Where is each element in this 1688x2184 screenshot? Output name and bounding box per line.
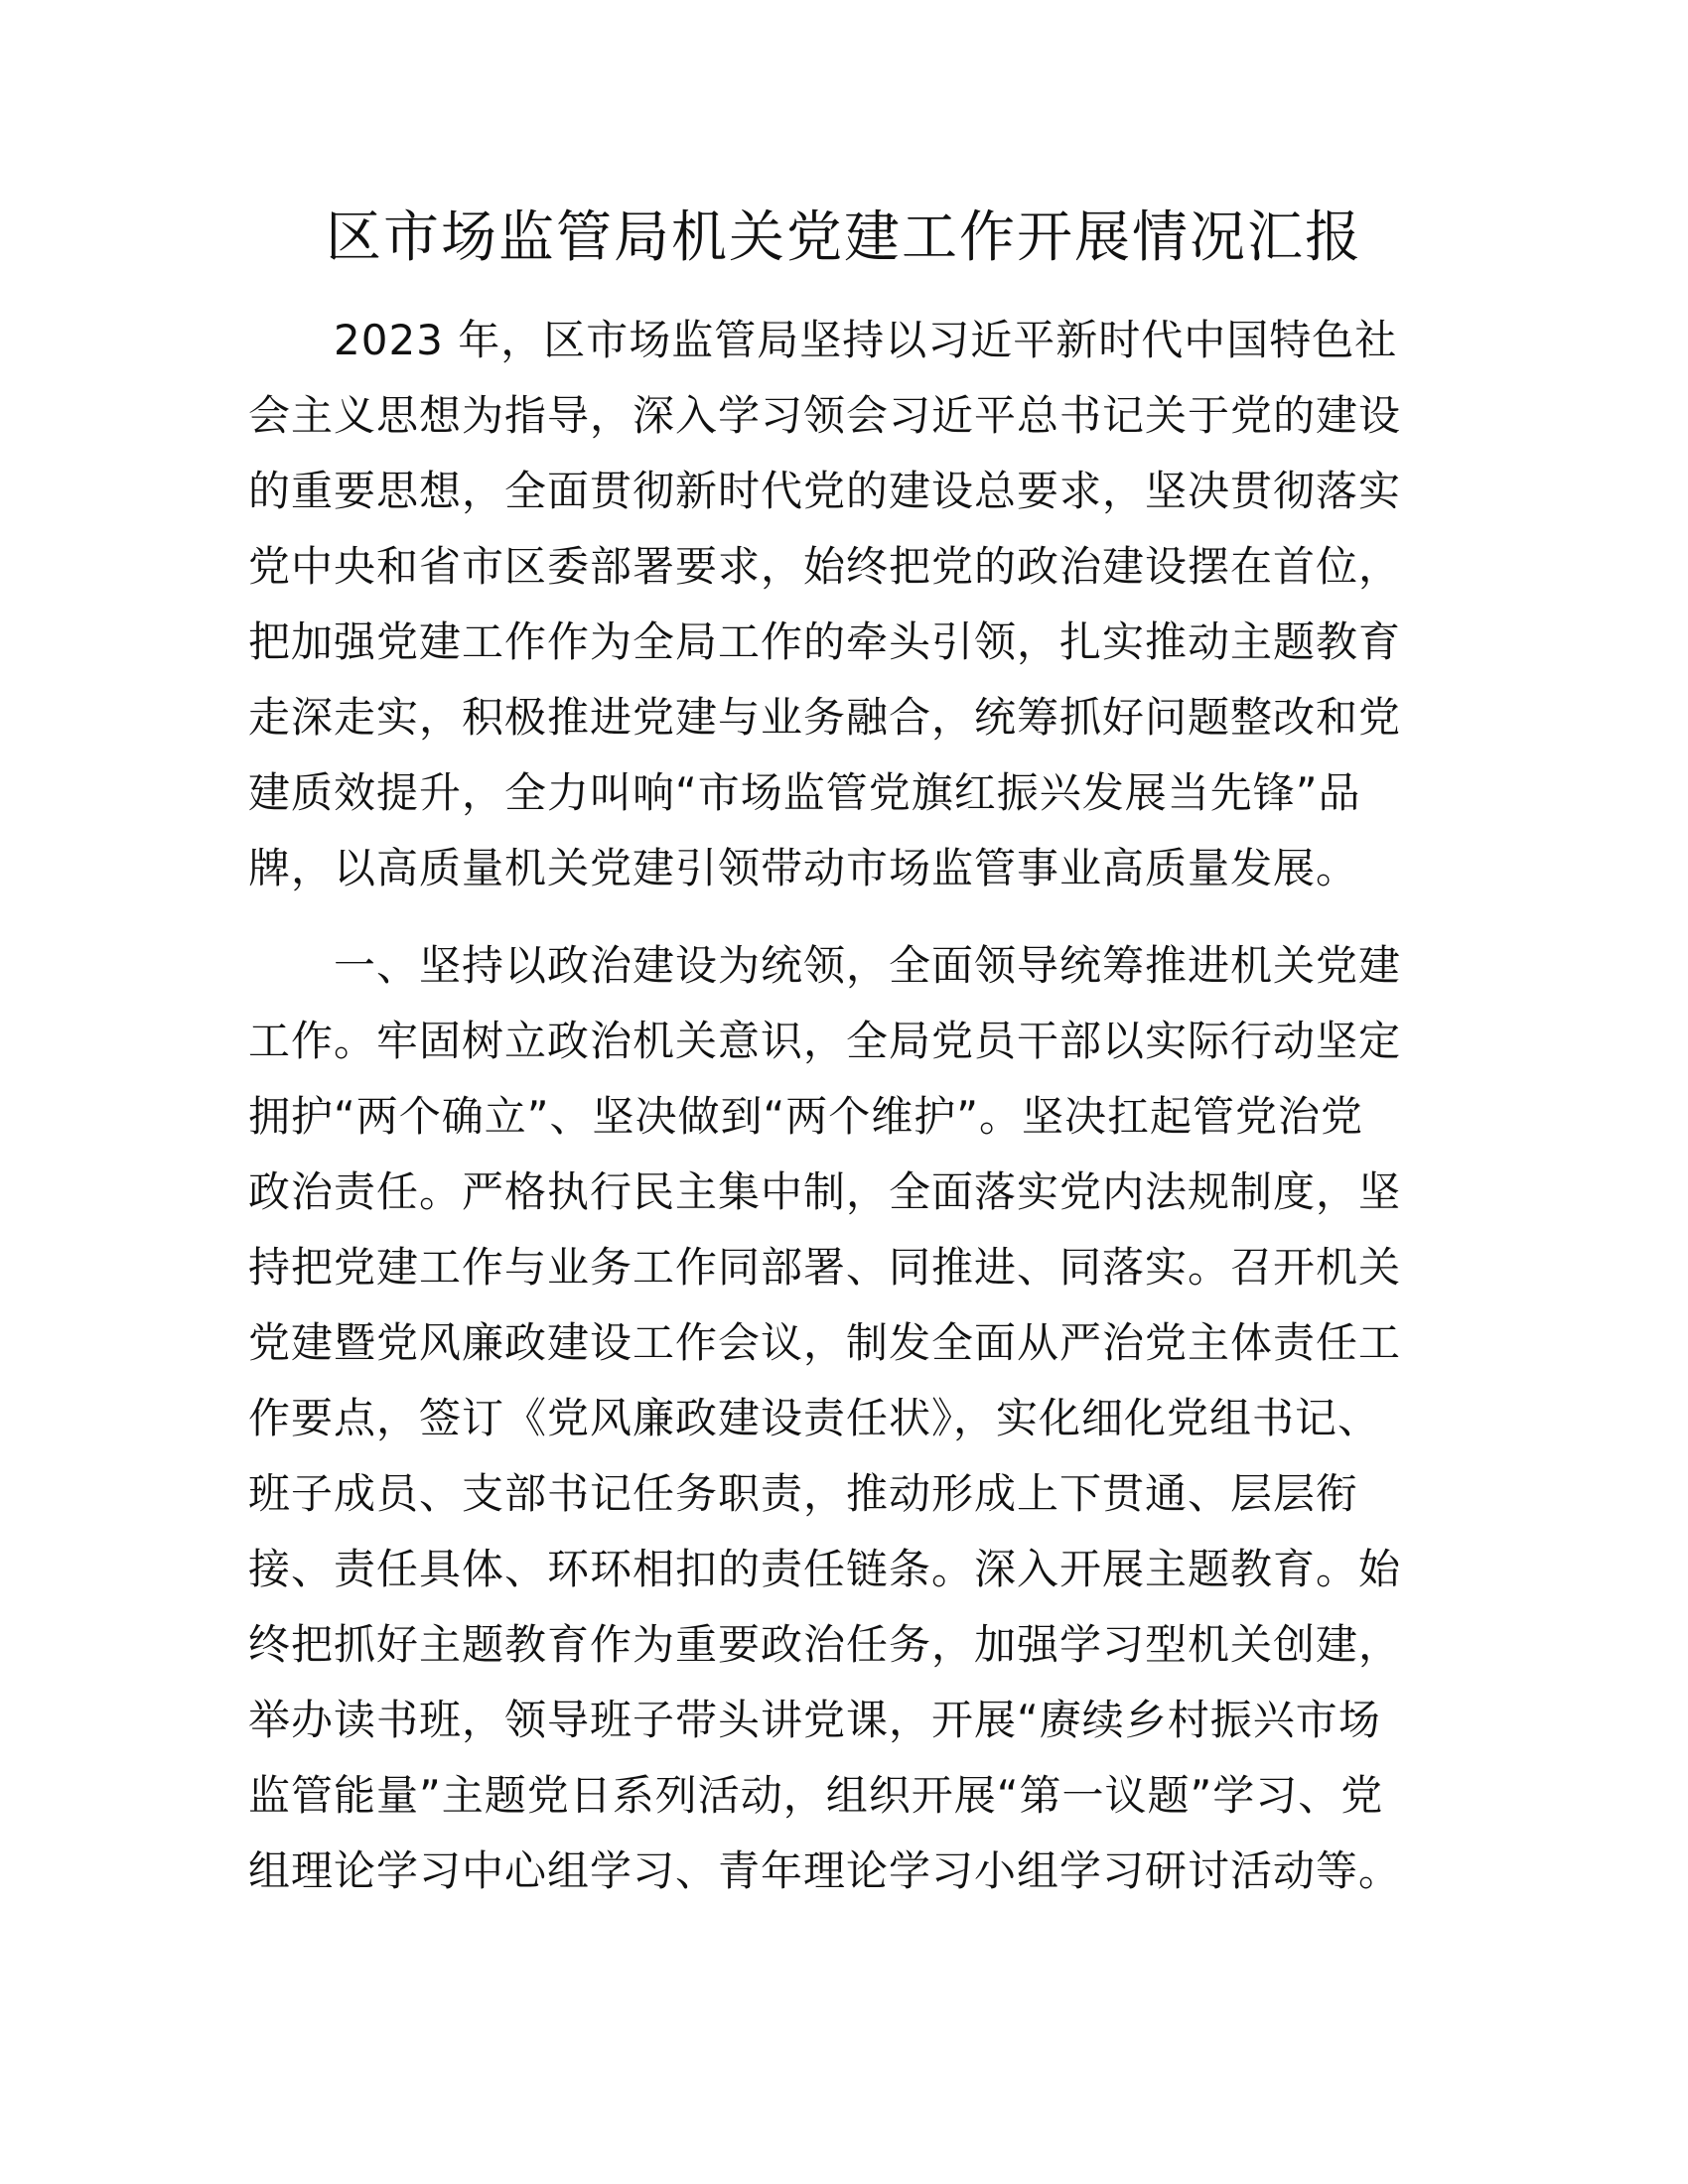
text-line: 一、坚持以政治建设为统领，全面领导统筹推进机关党建	[248, 941, 1402, 990]
paragraph-intro	[248, 303, 1440, 906]
text-line: 党中央和省市区委部署要求，始终把党的政治建设摆在首位，	[248, 542, 1402, 591]
text-line: 牌，以高质量机关党建引领带动市场监管事业高质量发展。	[248, 844, 1359, 892]
text-line: 把加强党建工作作为全局工作的牵头引领，扎实推动主题教育	[248, 617, 1402, 666]
text-line: 的重要思想，全面贯彻新时代党的建设总要求，坚决贯彻落实	[248, 467, 1402, 515]
text-line: 接、责任具体、环环相扣的责任链条。深入开展主题教育。始	[248, 1545, 1402, 1593]
text-line: 走深走实，积极推进党建与业务融合，统筹抓好问题整改和党	[248, 693, 1402, 742]
text-line: 工作。牢固树立政治机关意识，全局党员干部以实际行动坚定	[248, 1017, 1402, 1065]
text-line: 会主义思想为指导，深入学习领会习近平总书记关于党的建设	[248, 391, 1402, 440]
text-line: 举办读书班，领导班子带头讲党课，开展“赓续乡村振兴市场	[248, 1696, 1381, 1744]
text-line: 拥护“两个确立”、坚决做到“两个维护”。坚决扛起管党治党	[248, 1092, 1364, 1141]
text-line: 监管能量”主题党日系列活动，组织开展“第一议题”学习、党	[248, 1771, 1384, 1820]
text-line: 作要点，签订《党风廉政建设责任状》，实化细化党组书记、	[248, 1394, 1381, 1442]
text-line: 终把抓好主题教育作为重要政治任务，加强学习型机关创建，	[248, 1620, 1402, 1669]
text-line: 党建暨党风廉政建设工作会议，制发全面从严治党主体责任工	[248, 1318, 1402, 1367]
text-line: 持把党建工作与业务工作同部署、同推进、同落实。召开机关	[248, 1243, 1402, 1292]
text-line: 政治责任。严格执行民主集中制，全面落实党内法规制度，坚	[248, 1167, 1402, 1216]
text-line: 2023 年，区市场监管局坚持以习近平新时代中国特色社	[248, 316, 1398, 364]
document-title: 区市场监管局机关党建工作开展情况汇报	[326, 205, 1362, 270]
paragraph-section-one	[248, 928, 1440, 1909]
text-line: 班子成员、支部书记任务职责，推动形成上下贯通、层层衔	[248, 1469, 1359, 1518]
text-line: 组理论学习中心组学习、青年理论学习小组学习研讨活动等。	[248, 1846, 1402, 1895]
text-line: 建质效提升，全力叫响“市场监管党旗红振兴发展当先锋”品	[248, 768, 1361, 817]
